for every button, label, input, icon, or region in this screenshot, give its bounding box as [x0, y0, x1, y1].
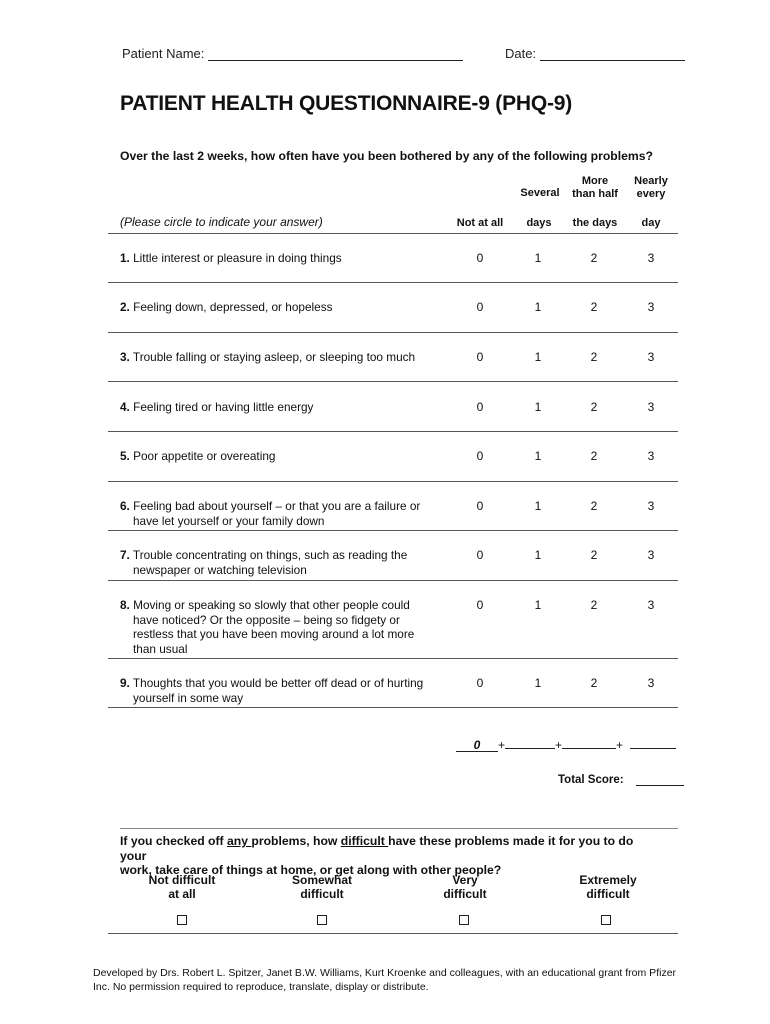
question-number: 6. [120, 499, 130, 513]
question-item-6 [120, 499, 450, 528]
difficulty-text-difficult: difficult [340, 834, 389, 848]
option-very-difficult [410, 873, 520, 901]
checkbox-very-difficult[interactable] [459, 915, 469, 925]
score-option-q8-0[interactable]: 0 [476, 598, 484, 612]
score-option-q2-3[interactable]: 3 [647, 300, 655, 314]
score-option-q2-1[interactable]: 1 [534, 300, 542, 314]
question-text-line2: newspaper or watching television [133, 562, 307, 577]
date-blank[interactable] [540, 47, 685, 61]
footer-line1: Developed by Drs. Robert L. Spitzer, Janet B.W. Williams, Kurt Kroenke and colleagues, with an educational grant from Pfizer [93, 967, 677, 979]
question-item-9 [120, 676, 450, 705]
col-several-days: days [526, 217, 552, 229]
question-item-5 [120, 449, 450, 464]
date-field[interactable] [505, 46, 685, 61]
column-sum-row [456, 735, 676, 752]
divider [108, 481, 678, 482]
checkbox-not-difficult[interactable] [177, 915, 187, 925]
question-item-7 [120, 548, 450, 577]
score-option-q5-3[interactable]: 3 [647, 449, 655, 463]
score-option-q8-3[interactable]: 3 [647, 598, 655, 612]
question-item-8 [120, 598, 450, 656]
intro-question: Over the last 2 weeks, how often have you been bothered by any of the following problems? [120, 149, 653, 163]
footer-credits [93, 966, 693, 994]
score-option-q7-3[interactable]: 3 [647, 548, 655, 562]
score-option-q2-2[interactable]: 2 [590, 300, 598, 314]
score-option-q9-2[interactable]: 2 [590, 676, 598, 690]
question-number: 7. [120, 548, 130, 562]
difficulty-text-line2: work, take care of things at home, or get along with other people? [120, 863, 502, 877]
score-option-q8-1[interactable]: 1 [534, 598, 542, 612]
col-more-than-half-top [565, 175, 625, 201]
total-score-blank[interactable] [636, 774, 684, 786]
score-option-q5-1[interactable]: 1 [534, 449, 542, 463]
score-option-q2-0[interactable]: 0 [476, 300, 484, 314]
score-option-q7-2[interactable]: 2 [590, 548, 598, 562]
question-text-line2: have let yourself or your family down [133, 513, 325, 528]
date-label: Date: [505, 46, 537, 61]
score-option-q4-1[interactable]: 1 [534, 400, 542, 414]
question-text: Feeling tired or having little energy [133, 400, 314, 414]
question-text: Moving or speaking so slowly that other people could [133, 598, 410, 612]
divider [108, 282, 678, 283]
checkbox-somewhat-difficult[interactable] [317, 915, 327, 925]
option-label-line2: difficult [443, 887, 487, 901]
question-number: 1. [120, 251, 130, 265]
col-more-line1: More [581, 175, 609, 187]
question-item-2 [120, 300, 450, 315]
question-text: Poor appetite or overeating [133, 449, 276, 463]
score-option-q1-3[interactable]: 3 [647, 251, 655, 265]
score-option-q4-0[interactable]: 0 [476, 400, 484, 414]
total-score-label: Total Score: [558, 774, 624, 786]
sum-value: 0 [473, 738, 481, 752]
option-label-line2: difficult [300, 887, 344, 901]
divider [108, 332, 678, 333]
option-label-line2: difficult [586, 887, 630, 901]
question-number: 3. [120, 350, 130, 364]
score-option-q6-3[interactable]: 3 [647, 499, 655, 513]
question-text-line3: restless that you have been moving around a lot more [133, 627, 415, 641]
score-option-q9-0[interactable]: 0 [476, 676, 484, 690]
score-option-q3-2[interactable]: 2 [590, 350, 598, 364]
question-text: Feeling bad about yourself – or that you are a failure or [133, 499, 421, 513]
question-number: 4. [120, 400, 130, 414]
score-option-q5-0[interactable]: 0 [476, 449, 484, 463]
question-number: 8. [120, 598, 130, 612]
patient-name-field[interactable] [122, 46, 463, 61]
question-number: 5. [120, 449, 130, 463]
divider [108, 431, 678, 432]
score-option-q3-3[interactable]: 3 [647, 350, 655, 364]
patient-name-blank[interactable] [208, 47, 463, 61]
plus-sign: + [616, 738, 624, 752]
sum-more-than-half[interactable] [562, 735, 616, 749]
divider [108, 530, 678, 531]
question-text-line2: yourself in some way [133, 690, 244, 705]
divider [120, 828, 678, 829]
divider [108, 580, 678, 581]
circle-instruction: (Please circle to indicate your answer) [120, 215, 323, 229]
col-more-line2: than half [572, 188, 618, 200]
difficulty-text-part3: have these problems made it for you to do your [120, 834, 634, 863]
question-text-line2: have noticed? Or the opposite – being so fidgety or [133, 612, 400, 627]
col-nearly-line1: Nearly [634, 175, 668, 187]
question-text: Little interest or pleasure in doing things [133, 251, 342, 265]
sum-not-at-all[interactable] [456, 738, 498, 752]
patient-name-label: Patient Name: [122, 46, 205, 61]
difficulty-text-part1: If you checked off [120, 834, 227, 848]
option-label-line1: Very [452, 873, 478, 887]
checkbox-extremely-difficult[interactable] [601, 915, 611, 925]
divider [108, 707, 678, 708]
sum-several-days[interactable] [505, 735, 555, 749]
score-option-q5-2[interactable]: 2 [590, 449, 598, 463]
score-option-q1-2[interactable]: 2 [590, 251, 598, 265]
col-day: day [641, 217, 661, 229]
score-option-q3-0[interactable]: 0 [476, 350, 484, 364]
plus-sign: + [555, 738, 563, 752]
question-item-1 [120, 251, 450, 266]
divider [108, 658, 678, 659]
difficulty-question [120, 834, 660, 878]
score-option-q9-3[interactable]: 3 [647, 676, 655, 690]
question-number: 2. [120, 300, 130, 314]
divider [108, 381, 678, 382]
question-text: Thoughts that you would be better off dead or of hurting [132, 676, 424, 690]
score-option-q6-0[interactable]: 0 [476, 499, 484, 513]
divider [108, 233, 678, 234]
score-option-q6-1[interactable]: 1 [534, 499, 542, 513]
score-option-q4-3[interactable]: 3 [647, 400, 655, 414]
question-text: Trouble falling or staying asleep, or sleeping too much [132, 350, 416, 364]
score-option-q7-0[interactable]: 0 [476, 548, 484, 562]
score-option-q4-2[interactable]: 2 [590, 400, 598, 414]
option-label-line1: Extremely [579, 873, 637, 887]
question-item-3 [120, 350, 450, 365]
plus-sign: + [498, 738, 506, 752]
col-the-days: the days [572, 217, 618, 229]
difficulty-text-any: any [227, 834, 252, 848]
question-text: Trouble concentrating on things, such as reading the [132, 548, 408, 562]
option-somewhat-difficult [267, 873, 377, 901]
score-option-q6-2[interactable]: 2 [590, 499, 598, 513]
score-option-q7-1[interactable]: 1 [534, 548, 542, 562]
score-option-q1-1[interactable]: 1 [534, 251, 542, 265]
option-not-difficult [127, 873, 237, 901]
divider [108, 933, 678, 934]
total-score [558, 774, 684, 786]
col-not-at-all: Not at all [456, 217, 504, 229]
difficulty-text-part2: problems, how [251, 834, 341, 848]
question-text: Feeling down, depressed, or hopeless [133, 300, 333, 314]
sum-nearly-every-day[interactable] [630, 735, 676, 749]
col-nearly-line2: every [636, 188, 666, 200]
question-number: 9. [120, 676, 130, 690]
option-label-line1: Not difficult [148, 873, 216, 887]
page-title: PATIENT HEALTH QUESTIONNAIRE-9 (PHQ-9) [120, 92, 573, 115]
option-extremely-difficult [553, 873, 663, 901]
question-item-4 [120, 400, 450, 415]
score-option-q8-2[interactable]: 2 [590, 598, 598, 612]
footer-line2: Inc. No permission required to reproduce, translate, display or distribute. [93, 981, 429, 993]
option-label-line1: Somewhat [291, 873, 352, 887]
option-label-line2: at all [168, 887, 196, 901]
score-option-q3-1[interactable]: 1 [534, 350, 542, 364]
col-several-top: Several [520, 187, 560, 199]
score-option-q1-0[interactable]: 0 [476, 251, 484, 265]
question-text-line4: than usual [133, 641, 188, 656]
score-option-q9-1[interactable]: 1 [534, 676, 542, 690]
col-nearly-every-top [621, 175, 681, 201]
